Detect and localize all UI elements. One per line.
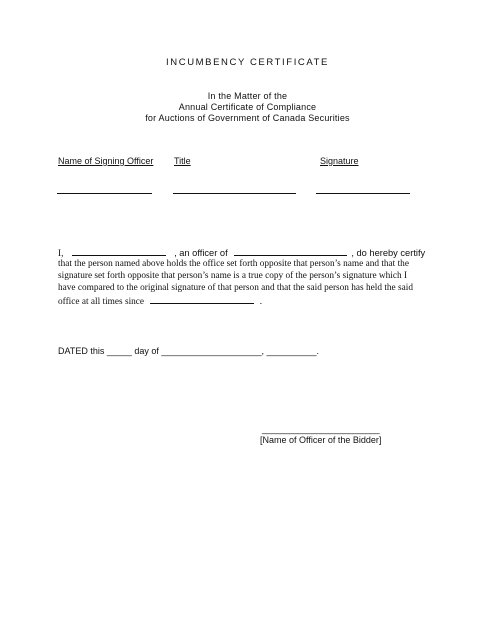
certification-text-certify: , do hereby certify [351,248,426,258]
certification-text-period: . [259,297,263,307]
certification-line-5 [58,294,262,308]
signature-blank-line[interactable] [316,193,410,194]
subtitle-line-3: for Auctions of Government of Canada Securities [145,113,350,123]
officer-name-blank[interactable] [72,246,166,256]
certification-text-since: office at all times since [58,297,145,307]
column-header-signature: Signature [320,156,359,166]
title-blank-line[interactable] [173,193,296,194]
certification-text-i: I, [58,249,64,259]
dated-line: DATED this _____ day of ____________________, __________. [58,346,320,356]
certification-line-2: that the person named above holds the office set forth opposite that person’s name and that the [58,259,409,269]
certification-text-officer-of: , an officer of [174,248,228,258]
document-title: INCUMBENCY CERTIFICATE [166,57,329,68]
officer-signature-line[interactable]: __________________________ [262,424,380,434]
subtitle-line-2: Annual Certificate of Compliance [178,102,317,112]
officer-signature-label: [Name of Officer of the Bidder] [260,435,382,445]
column-header-title: Title [174,156,191,166]
certification-line-4: have compared to the original signature of that person and that the said person has held the said [58,283,413,293]
name-blank-line[interactable] [57,193,152,194]
organization-blank[interactable] [234,246,347,256]
certification-line-3: signature set forth opposite that person’s name is a true copy of the person’s signature which I [58,271,408,281]
column-header-name: Name of Signing Officer [58,156,154,166]
subtitle-line-1: In the Matter of the [207,91,288,101]
since-date-blank[interactable] [150,294,254,304]
